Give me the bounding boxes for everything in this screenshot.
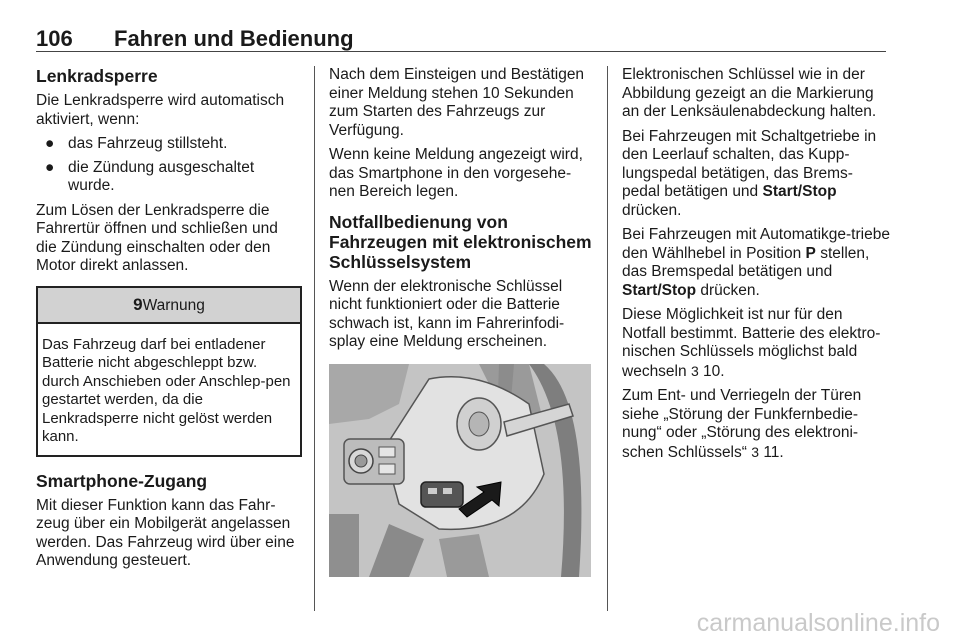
release-paragraph: Zum Lösen der Lenkradsperre die Fahrertür öffnen und schließen und die Zündung einschalten oder den Motor direkt anlassen. [36, 201, 278, 274]
warning-title: Warnung [142, 296, 205, 314]
bullet-icon: ● [45, 158, 55, 176]
heading-notfallbedienung: Notfallbedienung von Fahrzeugen mit elektronischem Schlüsselsystem [329, 211, 592, 272]
column-2 [329, 66, 593, 577]
column-divider-1 [314, 66, 315, 611]
warning-icon: 9 [133, 294, 143, 314]
page-number: 106 [36, 26, 73, 51]
smartphone-paragraph: Mit dieser Funktion kann das Fahr-zeug über ein Mobilgerät angelassen werden. Das Fahrzeug wird über eine Anwendung gesteuert. [36, 496, 295, 569]
page-reference-icon: 3 [690, 362, 699, 379]
start-stop-label: Start/Stop [622, 281, 697, 299]
paragraph: Diese Möglichkeit ist nur für den Notfall bestimmt. Batterie des elektro-nischen Schlüssels möglichst bald wechseln 3 10. [622, 306, 881, 380]
paragraph: Elektronischen Schlüssel wie in der Abbildung gezeigt an die Markierung an der Lenksäulenabdeckung halten. [622, 66, 877, 120]
watermark: carmanualsonline.info [696, 609, 940, 637]
heading-smartphone: Smartphone-Zugang [36, 470, 208, 491]
chapter-title: Fahren und Bedienung [114, 26, 354, 51]
steering-column-illustration [329, 364, 591, 577]
column-3 [622, 66, 890, 468]
page-header [36, 26, 886, 52]
list-item: ● die Zündung ausgeschaltet wurde. [45, 158, 255, 194]
paragraph: Wenn keine Meldung angezeigt wird, das Smartphone in den vorgesehe-nen Bereich legen. [329, 146, 583, 200]
warning-header [38, 288, 300, 324]
bullet-list [36, 135, 302, 196]
position-p-label: P [805, 244, 816, 262]
paragraph: Bei Fahrzeugen mit Schaltgetriebe in den Leerlauf schalten, das Kupp-lungspedal betätigen, das Brems-pedal betätigen und Start/Stop drücken. [622, 127, 877, 219]
heading-lenkradsperre: Lenkradsperre [36, 66, 158, 86]
paragraph: Zum Ent- und Verriegeln der Türen siehe „Störung der Funkfernbedie-nung“ oder „Störung des elektroni-schen Schlüssels“ 3 11. [622, 387, 862, 461]
header-rule [36, 51, 886, 52]
warning-box [36, 286, 302, 457]
intro-paragraph: Die Lenkradsperre wird automatisch aktiviert, wenn: [36, 92, 285, 128]
paragraph: Wenn der elektronische Schlüssel nicht funktioniert oder die Batterie schwach ist, kann im Fahrerinfodi-splay eine Meldung erscheinen. [329, 277, 565, 350]
column-1 [36, 66, 302, 577]
warning-text: Das Fahrzeug darf bei entladener Batterie nicht abgeschleppt bzw. durch Anschieben oder Anschlep-pen gestartet werden, da die Lenkradsperre nicht gelöst werden kann. [42, 335, 291, 445]
list-item: ● das Fahrzeug stillsteht. [45, 135, 228, 152]
column-divider-2 [607, 66, 608, 611]
paragraph: Nach dem Einsteigen und Bestätigen einer Meldung stehen 10 Sekunden zum Starten des Fahrzeugs zur Verfügung. [329, 66, 585, 139]
start-stop-label: Start/Stop [762, 183, 837, 200]
paragraph: Bei Fahrzeugen mit Automatikge-triebe den Wählhebel in Position P stellen, das Bremspedal betätigen und Start/Stop drücken. [622, 226, 890, 299]
bullet-icon: ● [45, 135, 55, 152]
page-reference-icon: 3 [751, 443, 760, 460]
